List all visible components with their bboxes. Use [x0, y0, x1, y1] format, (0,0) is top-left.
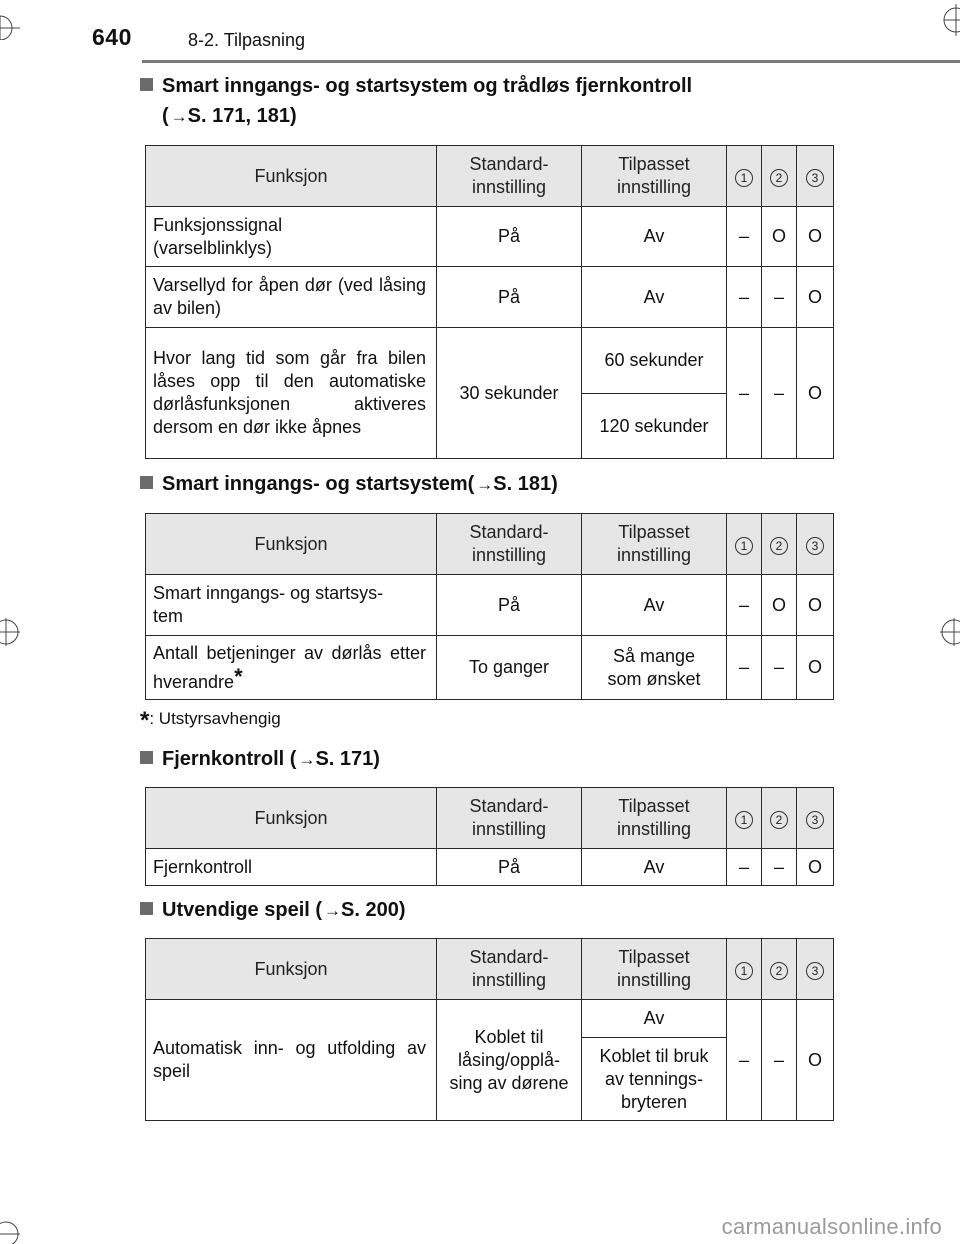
- col-header-custom: Tilpasset innstilling: [582, 514, 727, 575]
- chapter-title: 8-2. Tilpasning: [188, 30, 306, 50]
- default-cell: På: [437, 849, 582, 886]
- default-cell: På: [437, 207, 582, 267]
- settings-table-4: [145, 938, 834, 1121]
- section-heading-mirrors: Utvendige speil ( →S. 200): [140, 895, 406, 926]
- settings-table-3: [145, 787, 834, 886]
- mode-3-cell: O: [797, 575, 834, 636]
- custom-cell: Av: [582, 1000, 727, 1038]
- section-square-icon: [140, 78, 153, 91]
- header-divider: [142, 60, 960, 63]
- mode-1-cell: –: [727, 636, 762, 700]
- function-cell: Fjernkontroll: [146, 849, 437, 886]
- col-header-mode-1: 1: [735, 811, 753, 829]
- col-header-mode-1: 1: [735, 169, 753, 187]
- col-header-mode-3: 3: [806, 169, 824, 187]
- mode-3-cell: O: [797, 1000, 834, 1121]
- col-header-function: Funksjon: [146, 788, 437, 849]
- col-header-mode-3: 3: [806, 811, 824, 829]
- table-row: [146, 636, 834, 700]
- col-header-function: Funksjon: [146, 514, 437, 575]
- arrow-right-icon: →: [170, 107, 188, 126]
- col-header-mode-2: 2: [770, 169, 788, 187]
- settings-table-1: [145, 145, 834, 459]
- function-cell: Smart inngangs- og startsys- tem: [146, 575, 437, 636]
- function-cell: Antall betjeninger av dørlås etter hverandre*: [146, 636, 437, 700]
- col-header-default: Standard- innstilling: [437, 146, 582, 207]
- page-number: 640: [92, 24, 132, 50]
- default-cell: På: [437, 267, 582, 328]
- section-square-icon: [140, 751, 153, 764]
- col-header-function: Funksjon: [146, 939, 437, 1000]
- footnote: [140, 707, 281, 735]
- col-header-mode-1: 1: [735, 962, 753, 980]
- mode-3-cell: O: [797, 267, 834, 328]
- col-header-mode-3: 3: [806, 537, 824, 555]
- mode-2-cell: O: [762, 207, 797, 267]
- function-cell: Automatisk inn- og utfolding av speil: [146, 1000, 437, 1121]
- col-header-default: Standard- innstilling: [437, 788, 582, 849]
- mode-2-cell: –: [762, 636, 797, 700]
- footnote-text: : Utstyrsavhengig: [149, 709, 281, 728]
- default-cell: 30 sekunder: [437, 328, 582, 459]
- custom-cell: 120 sekunder: [582, 394, 727, 459]
- watermark: carmanualsonline.info: [721, 1214, 942, 1239]
- mode-3-cell: O: [797, 636, 834, 700]
- col-header-mode-2: 2: [770, 962, 788, 980]
- col-header-default: Standard- innstilling: [437, 514, 582, 575]
- mode-1-cell: –: [727, 328, 762, 459]
- mode-1-cell: –: [727, 207, 762, 267]
- section-heading-smart-entry-remote: Smart inngangs- og startsystem og trådløs fjernkontroll ( →S. 171, 181): [140, 71, 692, 132]
- arrow-right-icon: →: [324, 901, 342, 920]
- mode-1-cell: –: [727, 849, 762, 886]
- table-row: [146, 1000, 834, 1038]
- crop-mark-bottom-left: [0, 1204, 40, 1244]
- crop-mark-mid-left: [0, 612, 30, 652]
- custom-cell: 60 sekunder: [582, 328, 727, 394]
- custom-cell: Av: [582, 207, 727, 267]
- function-cell: Hvor lang tid som går fra bilen låses opp til den automatiske dørlåsfunksjonen aktiveres dersom en dør ikke åpnes: [146, 328, 437, 459]
- section-heading-remote: Fjernkontroll ( →S. 171): [140, 744, 380, 775]
- mode-2-cell: –: [762, 1000, 797, 1121]
- col-header-mode-3: 3: [806, 962, 824, 980]
- mode-1-cell: –: [727, 1000, 762, 1121]
- mode-2-cell: –: [762, 267, 797, 328]
- custom-cell: Av: [582, 575, 727, 636]
- col-header-custom: Tilpasset innstilling: [582, 939, 727, 1000]
- mode-3-cell: O: [797, 328, 834, 459]
- function-cell: Funksjonssignal (varselblinklys): [146, 207, 437, 267]
- table-row: [146, 328, 834, 394]
- col-header-mode-2: 2: [770, 811, 788, 829]
- footnote-star: *: [140, 707, 150, 734]
- table-row: [146, 849, 834, 886]
- default-cell: Koblet til låsing/opplå- sing av dørene: [437, 1000, 582, 1121]
- col-header-custom: Tilpasset innstilling: [582, 788, 727, 849]
- settings-table-2: [145, 513, 834, 700]
- mode-2-cell: O: [762, 575, 797, 636]
- mode-3-cell: O: [797, 849, 834, 886]
- col-header-default: Standard- innstilling: [437, 939, 582, 1000]
- mode-1-cell: –: [727, 575, 762, 636]
- mode-3-cell: O: [797, 207, 834, 267]
- section-heading-smart-entry: Smart inngangs- og startsystem( →S. 181): [140, 469, 558, 500]
- section-square-icon: [140, 902, 153, 915]
- crop-mark-top-right: [920, 0, 960, 40]
- crop-mark-mid-right: [926, 612, 960, 652]
- col-header-function: Funksjon: [146, 146, 437, 207]
- mode-2-cell: –: [762, 849, 797, 886]
- mode-1-cell: –: [727, 267, 762, 328]
- footnote-mark: *: [234, 663, 243, 689]
- crop-mark-top-left: [0, 0, 40, 40]
- custom-cell: Så mange som ønsket: [582, 636, 727, 700]
- table-row: [146, 575, 834, 636]
- section-square-icon: [140, 476, 153, 489]
- arrow-right-icon: →: [298, 750, 316, 769]
- default-cell: På: [437, 575, 582, 636]
- arrow-right-icon: →: [476, 475, 494, 494]
- custom-cell: Av: [582, 267, 727, 328]
- function-cell: Varsellyd for åpen dør (ved låsing av bilen): [146, 267, 437, 328]
- col-header-custom: Tilpasset innstilling: [582, 146, 727, 207]
- custom-cell: Av: [582, 849, 727, 886]
- mode-2-cell: –: [762, 328, 797, 459]
- default-cell: To ganger: [437, 636, 582, 700]
- table-row: [146, 207, 834, 267]
- table-row: [146, 267, 834, 328]
- col-header-mode-2: 2: [770, 537, 788, 555]
- custom-cell: Koblet til bruk av tennings- bryteren: [582, 1038, 727, 1121]
- col-header-mode-1: 1: [735, 537, 753, 555]
